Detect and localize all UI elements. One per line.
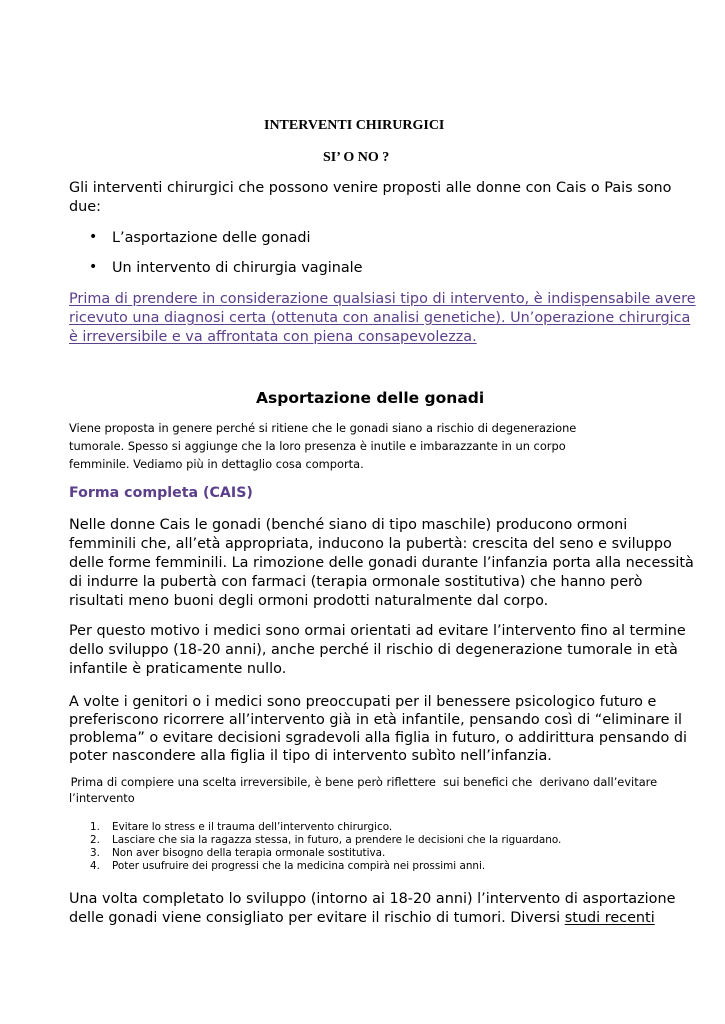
list-item: Lasciare che sia la ragazza stessa, in futuro, a prendere le decisioni che la riguardano.	[112, 834, 562, 846]
list-item: Evitare lo stress e il trauma dell’intervento chirurgico.	[112, 821, 393, 833]
page-subtitle: SI’ O NO ?	[323, 150, 390, 165]
para1-line-2: femminili che, all’età appropriata, inducono la pubertà: crescita del seno e sviluppo	[69, 536, 672, 552]
section-intro-line-2: tumorale. Spesso si aggiunge che la loro presenza è inutile e imbarazzante in un corpo	[69, 439, 566, 453]
para4-line-2: l’intervento	[69, 791, 135, 805]
para4-line-1: Prima di compiere una scelta irreversibile, è bene però riflettere sui benefici che derivano dall’evitare	[67, 775, 658, 789]
warning-link-line-1[interactable]: Prima di prendere in considerazione qualsiasi tipo di intervento, è indispensabile avere	[69, 291, 696, 307]
list-number: 2.	[90, 834, 100, 846]
list-item: Poter usufruire dei progressi che la medicina compirà nei prossimi anni.	[112, 860, 486, 872]
para2-line-2: dello sviluppo (18-20 anni), anche perché il rischio di degenerazione tumorale in età	[69, 642, 678, 658]
list-number: 1.	[90, 821, 100, 833]
para3-line-3: problema” o evitare decisioni sgradevoli alla figlia in futuro, o addirittura pensando di	[69, 730, 688, 746]
para3-line-1: A volte i genitori o i medici sono preoccupati per il benessere psicologico futuro e	[69, 694, 657, 710]
intro-line-1: Gli interventi chirurgici che possono venire proposti alle donne con Cais o Pais sono	[69, 180, 672, 196]
section-heading: Asportazione delle gonadi	[256, 389, 485, 407]
list-number: 3.	[90, 847, 100, 859]
bullet-dot-icon: •	[89, 229, 98, 245]
para1-line-1: Nelle donne Cais le gonadi (benché siano di tipo maschile) producono ormoni	[69, 517, 628, 533]
intro-line-2: due:	[69, 199, 101, 215]
para1-line-3: delle forme femminili. La rimozione delle gonadi durante l’infanzia porta alla necessità	[69, 555, 694, 571]
subsection-heading: Forma completa (CAIS)	[69, 485, 253, 501]
list-item: Non aver bisogno della terapia ormonale sostitutiva.	[112, 847, 386, 859]
warning-link-line-3[interactable]: è irreversibile e va affrontata con piena consapevolezza.	[69, 329, 477, 345]
para3-line-2: preferiscono ricorrere all’intervento già in età infantile, pensando così di “eliminare il	[69, 712, 683, 728]
para2-line-1: Per questo motivo i medici sono ormai orientati ad evitare l’intervento fino al termine	[69, 623, 686, 639]
para3-line-4: poter nascondere alla figlia il tipo di intervento subìto nell’infanzia.	[69, 748, 552, 764]
para1-line-5: risultati meno buoni degli ormoni prodotti naturalmente dal corpo.	[69, 593, 549, 609]
para5-line-2	[69, 909, 655, 928]
list-number: 4.	[90, 860, 100, 872]
page-title: INTERVENTI CHIRURGICI	[264, 118, 445, 133]
para1-line-4: di indurre la pubertà con farmaci (terapia ormonale sostitutiva) che hanno però	[69, 574, 643, 590]
bullet-item: L’asportazione delle gonadi	[112, 230, 311, 246]
warning-link-line-2[interactable]: ricevuto una diagnosi certa (ottenuta con analisi genetiche). Un’operazione chirurgica	[69, 310, 691, 326]
bullet-item: Un intervento di chirurgia vaginale	[112, 260, 363, 276]
para2-line-3: infantile è praticamente nullo.	[69, 661, 287, 677]
section-intro-line-3: femminile. Vediamo più in dettaglio cosa comporta.	[69, 457, 364, 471]
para5-line-1: Una volta completato lo sviluppo (intorno ai 18-20 anni) l’intervento di asportazione	[69, 891, 676, 907]
studi-recenti-link[interactable]: studi recenti	[564, 910, 655, 926]
bullet-dot-icon: •	[89, 259, 98, 275]
para5-line-2-text: delle gonadi viene consigliato per evitare il rischio di tumori. Diversi	[69, 910, 565, 926]
section-intro-line-1: Viene proposta in genere perché si ritiene che le gonadi siano a rischio di degenerazione	[69, 421, 577, 435]
